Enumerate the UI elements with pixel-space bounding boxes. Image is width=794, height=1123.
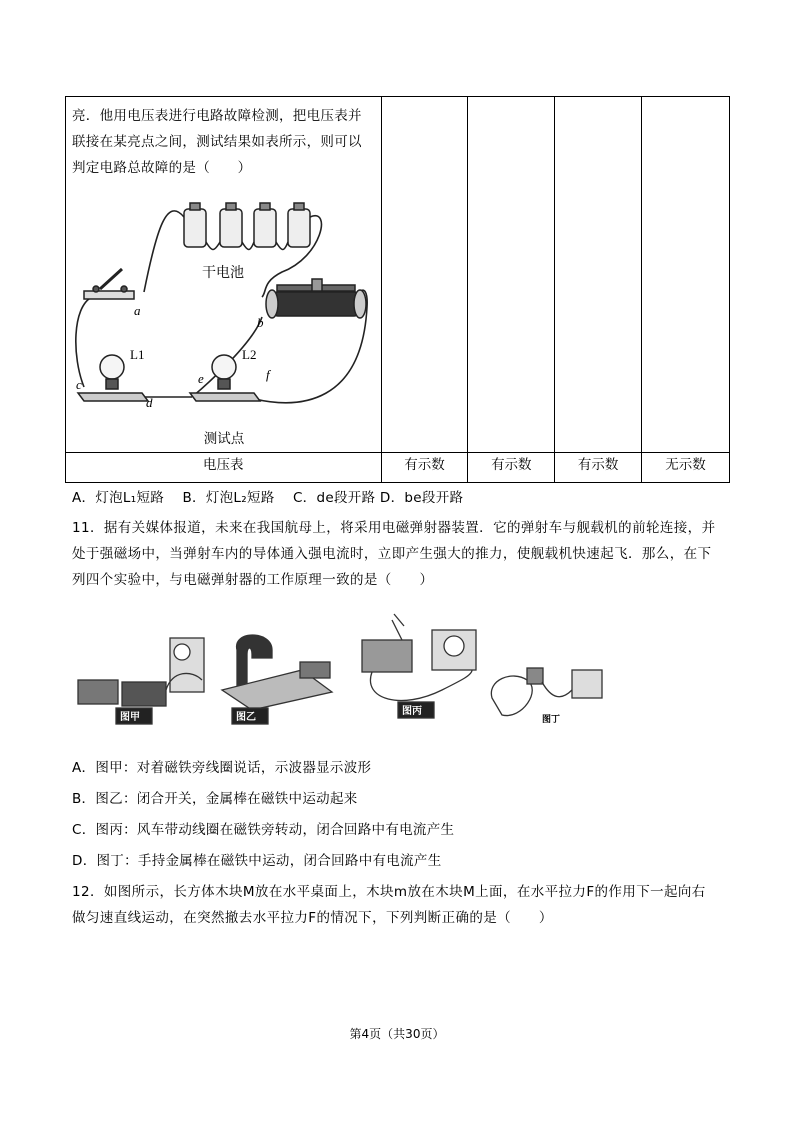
figure-ding (491, 668, 602, 725)
result-cell: 有示数 (468, 453, 555, 483)
q12-stem (72, 879, 732, 931)
q10-intro-line: 亮．他用电压表进行电路故障检测，把电压表并 (72, 108, 362, 124)
q10-intro-line: 联接在某亮点之间，测试结果如表所示，则可以 (72, 134, 362, 150)
figure-jia-label: 图甲 (120, 712, 140, 723)
result-column (555, 97, 642, 453)
point-e-label: e (198, 371, 204, 386)
q11-option-d: D．图丁：手持金属棒在磁铁中运动，闭合回路中有电流产生 (72, 853, 442, 869)
battery-label: 干电池 (202, 266, 244, 281)
q11-option-c: C．图丙：风车带动线圈在磁铁旁转动，闭合回路中有电流产生 (72, 822, 455, 838)
lamp-l1-label: L1 (130, 347, 145, 362)
q12-stem-line: 做匀速直线运动，在突然撤去水平拉力F的情况下，下列判断正确的是（ ） (72, 910, 553, 926)
q10-intro (72, 103, 375, 181)
circuit-diagram (72, 197, 376, 419)
rheostat (266, 279, 366, 318)
result-cell: 有示数 (381, 453, 468, 483)
result-column (642, 97, 730, 453)
voltmeter-label-cell: 电压表 (66, 453, 382, 483)
page-footer: 第4页（共30页） (349, 1027, 445, 1041)
figure-yi-label: 图乙 (236, 712, 256, 723)
battery-cells (184, 203, 310, 247)
figure-jia (78, 638, 204, 724)
q11-figures (72, 610, 612, 735)
q10-question-cell (66, 97, 382, 453)
figure-yi (222, 635, 332, 724)
figure-ding-label: 图丁 (542, 715, 561, 725)
switch (84, 269, 134, 299)
result-cell: 无示数 (642, 453, 730, 483)
figure-bing (362, 614, 476, 718)
result-column (468, 97, 555, 453)
q11-stem (72, 515, 732, 593)
point-b-label: b (257, 315, 264, 330)
q11-stem-line: 列四个实验中，与电磁弹射器的工作原理一致的是（ ） (72, 572, 434, 588)
test-point-label: 测试点 (203, 431, 245, 447)
figure-bing-label: 图丙 (402, 706, 422, 717)
q10-table (65, 96, 730, 483)
q10-options: A．灯泡L₁短路 B．灯泡L₂短路 C．de段开路 D．be段开路 (72, 490, 464, 506)
q11-stem-line: 处于强磁场中，当弹射车内的导体通入强电流时，立即产生强大的推力，使舰载机快速起飞．那么，在下 (72, 546, 712, 562)
q11-option-b: B．图乙：闭合开关，金属棒在磁铁中运动起来 (72, 791, 358, 807)
q10-intro-line: 判定电路总故障的是（ ） (72, 160, 252, 176)
lamp-l2-label: L2 (242, 347, 257, 362)
q11-stem-line: 11．据有关媒体报道，未来在我国航母上，将采用电磁弹射器装置．它的弹射车与舰载机的前轮连接，并 (72, 520, 716, 536)
point-d-label: d (146, 395, 153, 410)
result-cell: 有示数 (555, 453, 642, 483)
point-c-label: c (76, 377, 82, 392)
point-f-label: f (266, 367, 270, 382)
q11-option-a: A．图甲：对着磁铁旁线圈说话，示波器显示波形 (72, 760, 372, 776)
result-column (381, 97, 468, 453)
q12-stem-line: 12．如图所示，长方体木块M放在水平桌面上，木块m放在木块M上面，在水平拉力F的作用下一起向右 (72, 884, 706, 900)
point-a-label: a (134, 303, 141, 318)
